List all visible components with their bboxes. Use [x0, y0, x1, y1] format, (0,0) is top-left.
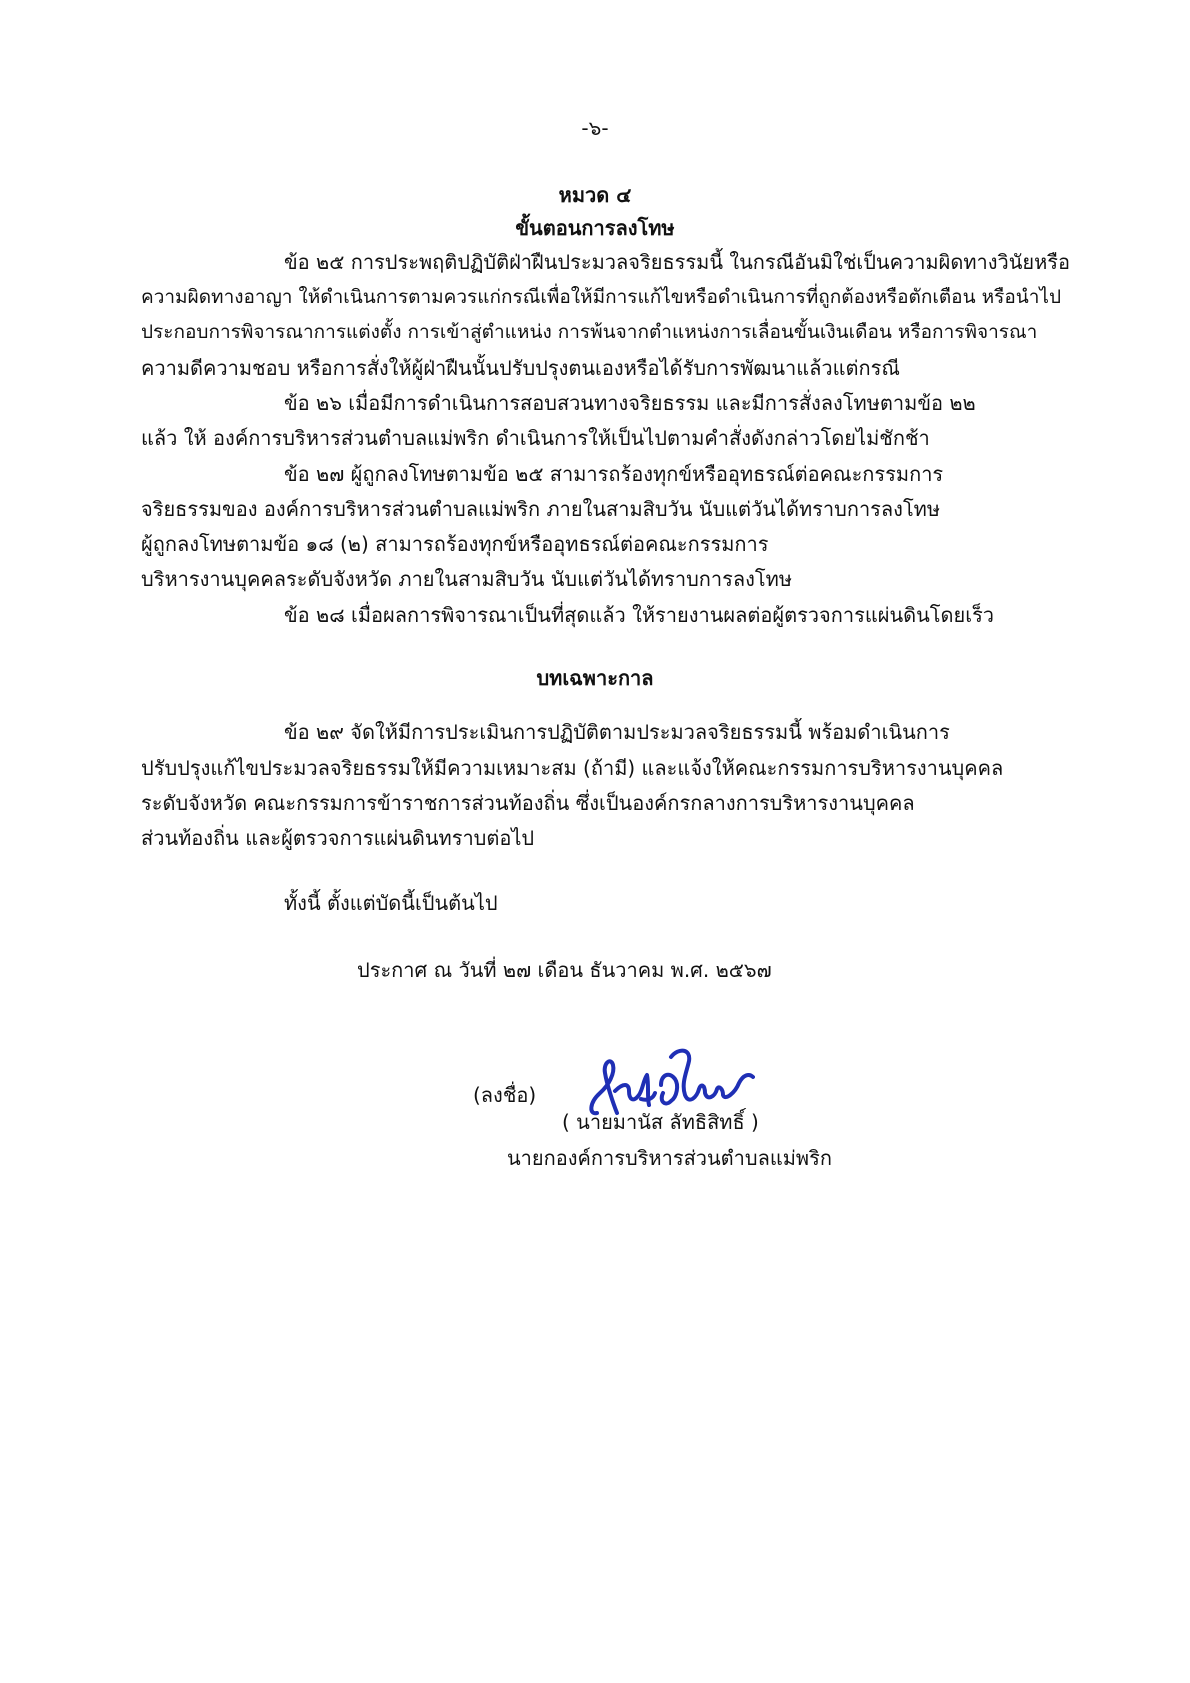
- clause-27-line-2: จริยธรรมของ องค์การบริหารส่วนตำบลแม่พริก ภายในสามสิบวัน นับแต่วันได้ทราบการลงโทษ: [141, 497, 941, 521]
- effective-statement: ทั้งนี้ ตั้งแต่บัดนี้เป็นต้นไป: [284, 891, 498, 915]
- clause-29-line-4: ส่วนท้องถิ่น และผู้ตรวจการแผ่นดินทราบต่อไป: [141, 826, 535, 850]
- chapter-title: ขั้นตอนการลงโทษ: [515, 216, 675, 240]
- page-number: -๖-: [581, 116, 609, 140]
- clause-26-line-2: แล้ว ให้ องค์การบริหารส่วนตำบลแม่พริก ดำเนินการให้เป็นไปตามคำสั่งดังกล่าวโดยไม่ชักช้า: [141, 426, 930, 450]
- clause-27-line-4: บริหารงานบุคคลระดับจังหวัด ภายในสามสิบวัน นับแต่วันได้ทราบการลงโทษ: [141, 567, 792, 591]
- signatory-position: นายกองค์การบริหารส่วนตำบลแม่พริก: [507, 1146, 832, 1170]
- clause-25-line-2: ความผิดทางอาญา ให้ดำเนินการตามควรแก่กรณีเพื่อให้มีการแก้ไขหรือดำเนินการที่ถูกต้องหรือตักเตือน หรือนำไป: [141, 286, 1062, 308]
- handwritten-signature: [585, 1045, 755, 1120]
- clause-29-line-2: ปรับปรุงแก้ไขประมวลจริยธรรมให้มีความเหมาะสม (ถ้ามี) และแจ้งให้คณะกรรมการบริหารงานบุคคล: [141, 756, 1004, 780]
- signature-label: (ลงชื่อ): [473, 1083, 537, 1107]
- clause-26-line-1: ข้อ ๒๖ เมื่อมีการดำเนินการสอบสวนทางจริยธรรม และมีการสั่งลงโทษตามข้อ ๒๒: [284, 391, 976, 415]
- signatory-name: ( นายมานัส ลัทธิสิทธิ์ ): [562, 1110, 759, 1134]
- clause-25-line-3: ประกอบการพิจารณาการแต่งตั้ง การเข้าสู่ตำแหน่ง การพ้นจากตำแหน่งการเลื่อนขั้นเงินเดือน หรือการพิจารณา: [141, 321, 1038, 343]
- announcement-date: ประกาศ ณ วันที่ ๒๗ เดือน ธันวาคม พ.ศ. ๒๕๖๗: [357, 958, 772, 982]
- clause-29-line-1: ข้อ ๒๙ จัดให้มีการประเมินการปฏิบัติตามประมวลจริยธรรมนี้ พร้อมดำเนินการ: [284, 720, 950, 744]
- clause-25-line-1: ข้อ ๒๕ การประพฤติปฏิบัติฝ่าฝืนประมวลจริยธรรมนี้ ในกรณีอันมิใช่เป็นความผิดทางวินัยหรือ: [284, 250, 1071, 274]
- clause-28-line-1: ข้อ ๒๘ เมื่อผลการพิจารณาเป็นที่สุดแล้ว ให้รายงานผลต่อผู้ตรวจการแผ่นดินโดยเร็ว: [284, 603, 995, 627]
- clause-27-line-3: ผู้ถูกลงโทษตามข้อ ๑๘ (๒) สามารถร้องทุกข์หรืออุทธรณ์ต่อคณะกรรมการ: [141, 532, 769, 556]
- clause-29-line-3: ระดับจังหวัด คณะกรรมการข้าราชการส่วนท้องถิ่น ซึ่งเป็นองค์กรกลางการบริหารงานบุคคล: [141, 791, 915, 815]
- transitional-title: บทเฉพาะกาล: [536, 666, 654, 690]
- clause-27-line-1: ข้อ ๒๗ ผู้ถูกลงโทษตามข้อ ๒๕ สามารถร้องทุกข์หรืออุทธรณ์ต่อคณะกรรมการ: [284, 462, 944, 486]
- chapter-heading: หมวด ๔: [558, 183, 632, 207]
- clause-25-line-4: ความดีความชอบ หรือการสั่งให้ผู้ฝ่าฝืนนั้นปรับปรุงตนเองหรือได้รับการพัฒนาแล้วแต่กรณี: [141, 356, 900, 380]
